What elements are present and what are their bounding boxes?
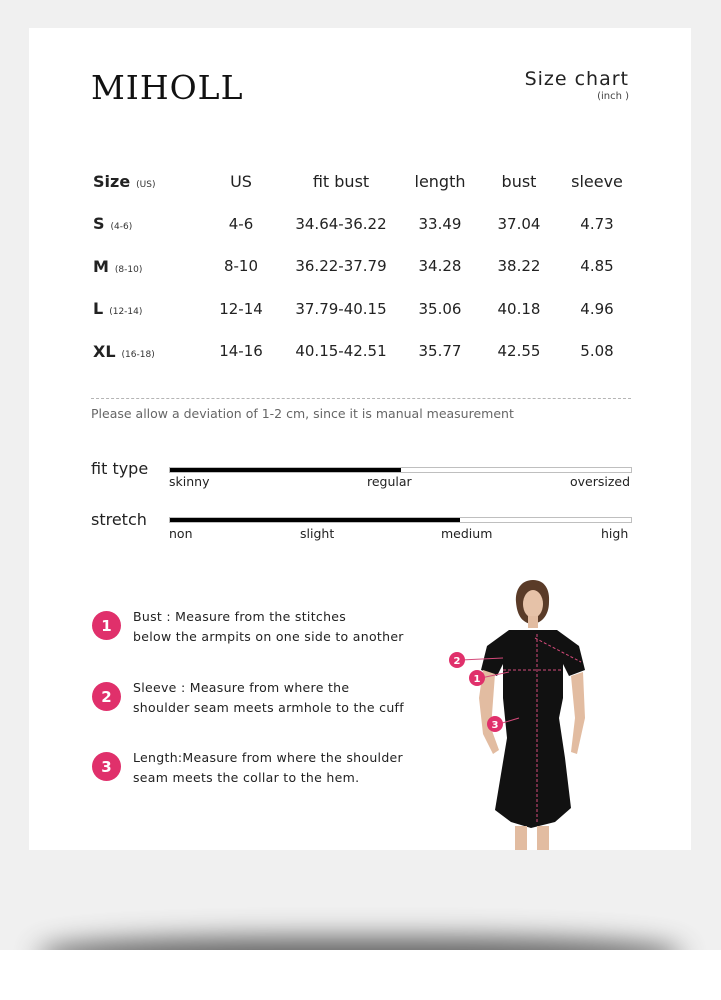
stretch-tick-non: non [169, 526, 193, 541]
length-cell: 34.28 [418, 257, 462, 276]
size-cell: M [93, 256, 109, 276]
size-cell: XL [93, 341, 116, 361]
stretch-tick-slight: slight [300, 526, 335, 541]
left-leg-shape [515, 826, 527, 850]
neck-shape [528, 616, 538, 628]
fit-type-bar [169, 467, 632, 473]
header-us: US [230, 171, 252, 191]
table-row: XL (16-18) 14-16 40.15-42.51 35.77 42.55 5.08 [87, 330, 635, 373]
stretch-bar [169, 517, 632, 523]
brand-logo: MIHOLL [91, 68, 244, 107]
fit-tick-skinny: skinny [169, 474, 210, 489]
stretch-label: stretch [91, 510, 147, 529]
fit-tick-oversized: oversized [570, 474, 631, 489]
stretch-tick-high: high [601, 526, 629, 541]
dashed-divider [91, 398, 631, 399]
us-cell: 4-6 [228, 214, 254, 233]
chart-title: Size chart [524, 68, 629, 90]
header-length: length [414, 171, 466, 191]
bust-cell: 40.18 [497, 299, 541, 318]
face-shape [523, 590, 543, 618]
stretch-fill [170, 518, 460, 522]
length-cell: 35.77 [418, 342, 462, 361]
fit-tick-regular: regular [367, 474, 412, 489]
chart-header [525, 68, 629, 102]
table-row: S (4-6) 4-6 34.64-36.22 33.49 37.04 4.73 [87, 203, 635, 246]
sleeve-cell: 5.08 [580, 342, 614, 361]
svg-text:3: 3 [491, 720, 499, 731]
us-cell: 8-10 [223, 257, 259, 276]
fit-bust-cell: 37.79-40.15 [295, 299, 387, 318]
sleeve-cell: 4.96 [580, 299, 614, 318]
length-cell: 33.49 [418, 214, 462, 233]
sleeve-cell: 4.73 [580, 214, 614, 233]
bust-cell: 42.55 [497, 342, 541, 361]
right-leg-shape [537, 826, 549, 850]
size-cell: S [93, 214, 105, 234]
us-cell: 12-14 [219, 299, 263, 318]
header-fit-bust: fit bust [312, 171, 370, 191]
stretch-tick-medium: medium [441, 526, 493, 541]
table-row: L (12-14) 12-14 37.79-40.15 35.06 40.18 4.96 [87, 288, 635, 331]
fit-bust-cell: 36.22-37.79 [295, 257, 387, 276]
bust-cell: 38.22 [497, 257, 541, 276]
header-bust: bust [501, 171, 537, 191]
sheet-bottom [0, 950, 721, 1000]
diagram-marker-2 [449, 652, 465, 668]
table-header-row [87, 160, 635, 203]
svg-text:2: 2 [453, 656, 461, 667]
right-arm-shape [571, 672, 585, 754]
size-cell: L [93, 299, 104, 319]
sleeve-cell: 4.85 [580, 257, 614, 276]
diagram-marker-3 [487, 716, 503, 732]
length-cell: 35.06 [418, 299, 462, 318]
fit-type-fill [170, 468, 401, 472]
us-cell: 14-16 [219, 342, 263, 361]
unit-label: (inch ) [597, 91, 629, 102]
header-size: Size (US) [93, 171, 156, 191]
fit-type-label: fit type [91, 459, 149, 478]
deviation-note: Please allow a deviation of 1-2 cm, since it is manual measurement [91, 406, 514, 421]
fit-bust-cell: 34.64-36.22 [295, 214, 387, 233]
header-size-sub: (US) [136, 179, 156, 190]
number-badge: 2 [92, 682, 121, 711]
bust-cell: 37.04 [497, 214, 541, 233]
table-row: M (8-10) 8-10 36.22-37.79 34.28 38.22 4.85 [87, 245, 635, 288]
number-badge: 3 [92, 752, 121, 781]
svg-text:1: 1 [473, 674, 481, 685]
diagram-marker-1 [469, 670, 485, 686]
number-badge: 1 [92, 611, 121, 640]
dress-model-illustration [453, 578, 609, 850]
header-sleeve: sleeve [571, 171, 623, 191]
fit-bust-cell: 40.15-42.51 [295, 342, 387, 361]
size-table [87, 160, 635, 373]
size-chart-card: MIHOLL Size chart (inch ) Size (US) US fit bust length bust sleeve S (4-6) 4-6 34.64-36.22 33.49 37.04 4.73 M (8-10) 8-10 36.22-37.79 34.28 38.22 4.85 L (12-14) 12-14 37.79-40.15 35.06 40.18 4.96 XL (16-18) 14-16 40.15-42.51 35.77 42.55 5.08 Please allow a deviation of 1-2 cm, since it is manual measurement fit type skinny regular oversized stretch non slight medium high 1 Bust : Measure from the stitches below the armpits on one side to another 2 Sleeve : Measure from where the shoulder seam meets armhole to the cuff 3 Length:Measure from where the shoulder seam meets the collar to the hem. 2 1 3 [29, 28, 691, 850]
